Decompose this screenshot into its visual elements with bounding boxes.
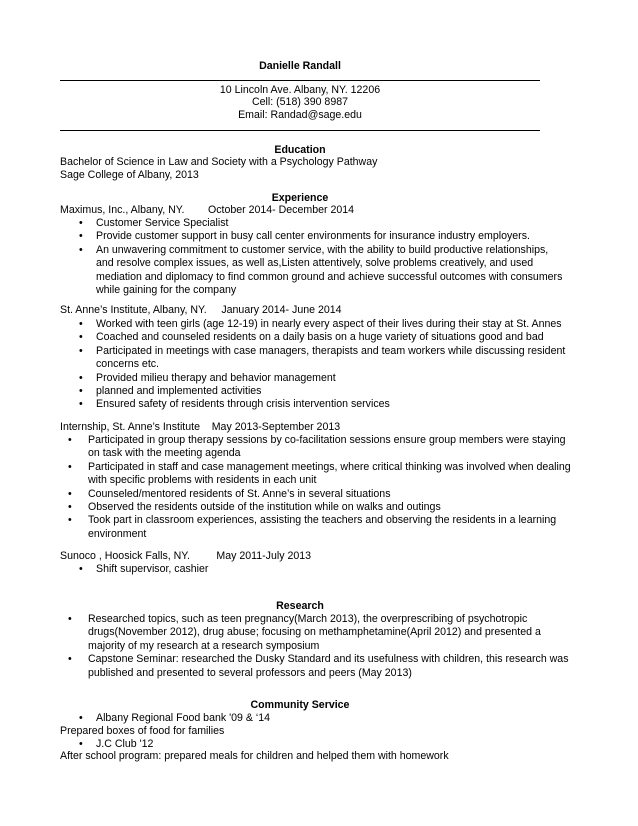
list-item: • J.C Club '12 [79,738,154,750]
bullet-icon: • [79,331,83,344]
bullet-icon: • [68,434,72,446]
community-heading: Community Service [250,699,350,711]
list-item: • Capstone Seminar: researched the Dusky Standard and its usefulness with children, this research was published and presented to several professors and peers (May 2013) [68,653,569,679]
header-top-rule [60,80,540,81]
list-item: • Ensured safety of residents through crisis intervention services [79,398,390,411]
experience-heading: Experience [271,192,329,204]
job-heading-st-annes: St. Anne’s Institute, Albany, NY. January 2014- June 2014 [60,304,342,316]
bullet-icon: • [79,371,83,384]
list-item: • Counseled/mentored residents of St. Anne’s in several situations [68,487,391,500]
list-item: • Coached and counseled residents on a daily basis on a huge variety of situations good and bad [79,331,544,344]
list-item: • Participated in meetings with case managers, therapists and team workers while discussing resident concerns etc. [79,344,566,371]
bullet-icon: • [68,613,72,625]
bullet-icon: • [79,230,83,243]
research-heading: Research [276,600,324,612]
research-list [68,613,573,680]
bullet-icon: • [79,344,83,357]
job-duties-maximus [79,217,566,297]
bullet-icon: • [79,385,83,398]
list-item: • Provide customer support in busy call center environments for insurance industry employers. [79,230,530,243]
job-heading-sunoco: Sunoco , Hoosick Falls, NY. May 2011-July 2013 [60,550,312,562]
bullet-icon: • [79,318,83,330]
bullet-icon: • [79,243,83,256]
applicant-name: Danielle Randall [259,60,341,72]
list-item: • Provided milieu therapy and behavior management [79,371,336,384]
bullet-icon: • [68,514,72,527]
job-duties-st-annes [79,318,566,412]
list-item: • Researched topics, such as teen pregnancy(March 2013), the overprescribing of psychotropic drugs(November 2012), drug abuse; focusing on methamphetamine(April 2012) and presented a majority of my research at a research symposium [68,613,541,652]
bullet-icon: • [68,460,72,473]
degree: Bachelor of Science in Law and Society with a Psychology Pathway [60,156,378,168]
job-duties-sunoco [79,563,566,576]
bullet-icon: • [68,501,72,514]
list-item: • Albany Regional Food bank '09 & ‘14 [79,712,270,724]
community-detail-jc-club: After school program: prepared meals for children and helped them with homework [60,750,449,762]
email: Email: Randad@sage.edu [238,109,362,121]
community-entry-food-bank [79,712,566,725]
list-item: • Took part in classroom experiences, assisting the teachers and observing the residents in a learning environment [68,514,557,540]
header-bottom-rule [60,130,540,131]
bullet-icon: • [79,738,83,750]
job-heading-maximus: Maximus, Inc., Albany, NY. October 2014- December 2014 [60,204,355,216]
list-item: • Observed the residents outside of the institution while on walks and outings [68,501,441,514]
job-duties-internship [68,434,573,541]
address: 10 Lincoln Ave. Albany, NY. 12206 [219,84,381,96]
list-item: • Customer Service Specialist [79,217,229,229]
list-item: • Worked with teen girls (age 12-19) in nearly every aspect of their lives during their stay at St. Annes [79,318,562,330]
bullet-icon: • [79,563,83,575]
list-item: • Shift supervisor, cashier [79,563,209,575]
list-item: • Participated in staff and case management meetings, where critical thinking was involved when dealing with specific problems with residents in each unit [68,460,571,487]
cell-phone: Cell: (518) 390 8987 [252,96,348,108]
bullet-icon: • [79,712,83,724]
bullet-icon: • [68,653,72,666]
bullet-icon: • [79,398,83,411]
bullet-icon: • [68,487,72,500]
list-item: • Participated in group therapy sessions by co-facilitation sessions ensure group members were staying on task with the meeting agenda [68,434,566,460]
job-heading-internship: Internship, St. Anne’s Institute May 2013-September 2013 [60,421,341,433]
school: Sage College of Albany, 2013 [60,169,199,181]
list-item: • An unwavering commitment to customer service, with the ability to build productive relationships, and resolve complex issues, as well as,Listen attentively, solve problems creatively, and used mediation and diplomacy to find common ground and achieve successful outcomes with consumers while gaining for the company [79,243,563,297]
bullet-icon: • [79,217,83,229]
list-item: • planned and implemented activities [79,385,262,398]
community-detail-food-bank: Prepared boxes of food for families [60,725,225,737]
education-heading: Education [274,144,326,156]
